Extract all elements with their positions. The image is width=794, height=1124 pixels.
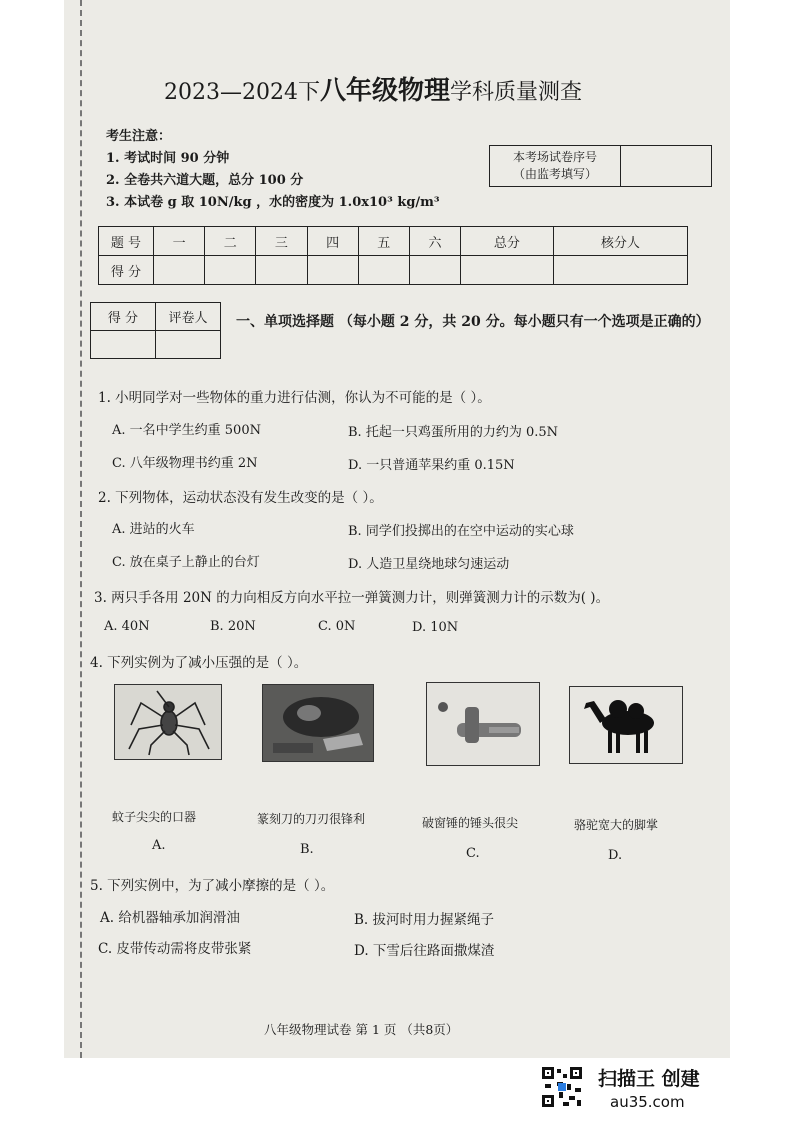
option[interactable]: A. 进站的火车 [112,522,195,537]
table-cell: 二 [205,227,256,256]
section-heading: 一、单项选择题 （每小题 2 分，共 20 分。每小题只有一个选项是正确的） [236,314,710,330]
camel-image [569,686,683,764]
option[interactable]: D. [608,848,623,863]
option[interactable]: A. [152,838,166,853]
window-hammer-image [426,682,540,766]
serial-sublabel: （由监考填写） [512,167,597,181]
question-stem: 5. 下列实例中，为了减小摩擦的是（ ）。 [90,878,335,894]
table-cell: 四 [307,227,358,256]
score-table-row [99,256,688,285]
carving-knife-image [262,684,374,762]
page-footer: 八年级物理试卷 第 1 页 （共8页） [264,1022,459,1037]
grader-score-label: 得 分 [91,303,156,331]
table-cell: 核分人 [553,227,687,256]
notice-item: 1. 考试时间 90 分钟 [106,151,230,166]
qr-code-icon [541,1066,583,1108]
table-cell: 一 [154,227,205,256]
option[interactable]: C. 0N [318,619,356,634]
question-stem: 2. 下列物体，运动状态没有发生改变的是（ ）。 [98,490,383,506]
serial-entry[interactable] [621,146,711,186]
question-stem: 1. 小明同学对一些物体的重力进行估测，你认为不可能的是（ ）。 [98,390,491,406]
score-cell[interactable] [205,256,256,285]
grader-score-cell[interactable] [91,331,156,359]
title-subject: 八年级物理 [319,76,450,106]
question-stem: 3. 两只手各用 20N 的力向相反方向水平拉一弹簧测力计，则弹簧测力计的示数为( )。 [94,590,610,606]
scanner-brand: 扫描王 创建 [598,1068,700,1090]
option[interactable]: C. 皮带传动需将皮带张紧 [98,941,252,957]
score-cell[interactable] [307,256,358,285]
score-cell[interactable] [154,256,205,285]
option[interactable]: B. 托起一只鸡蛋所用的力约为 0.5N [348,425,558,440]
table-cell: 总分 [461,227,554,256]
image-caption: 骆驼宽大的脚掌 [574,818,659,832]
option[interactable]: C. [466,846,480,861]
option[interactable]: D. 10N [412,620,459,635]
serial-number-box [489,145,712,187]
score-cell[interactable] [461,256,554,285]
option[interactable]: B. [300,842,314,857]
score-table [98,226,688,285]
option[interactable]: D. 人造卫星绕地球匀速运动 [348,557,510,572]
option[interactable]: B. 20N [210,619,256,634]
option[interactable]: A. 给机器轴承加润滑油 [100,910,240,926]
image-caption: 蚊子尖尖的口器 [112,810,197,824]
score-cell[interactable] [553,256,687,285]
option[interactable]: D. 下雪后往路面撒煤渣 [354,943,495,959]
table-cell: 六 [409,227,460,256]
notice-heading: 考生注意： [106,129,172,144]
image-caption: 篆刻刀的刀刃很锋利 [257,812,366,826]
option[interactable]: C. 八年级物理书约重 2N [112,456,258,471]
grader-name-label: 评卷人 [156,303,221,331]
serial-label: 本考场试卷序号 [512,150,597,164]
grader-name-cell[interactable] [156,331,221,359]
score-table-header [99,227,688,256]
table-cell: 得 分 [99,256,154,285]
scanner-url: au35.com [610,1093,685,1111]
score-cell[interactable] [256,256,307,285]
exam-title [164,70,582,107]
score-cell[interactable] [358,256,409,285]
title-year: 2023—2024下 [164,80,320,105]
image-caption: 破窗锤的锤头很尖 [422,816,519,830]
option[interactable]: A. 40N [104,619,150,634]
notice-item: 3. 本试卷 g 取 10N/kg ，水的密度为 1.0x10³ kg/m³ [106,195,440,210]
option[interactable]: C. 放在桌子上静止的台灯 [112,555,260,570]
table-cell: 五 [358,227,409,256]
option[interactable]: D. 一只普通苹果约重 0.15N [348,458,515,473]
option[interactable]: B. 同学们投掷出的在空中运动的实心球 [348,524,574,539]
option[interactable]: B. 拔河时用力握紧绳子 [354,912,495,928]
option[interactable]: A. 一名中学生约重 500N [112,423,261,438]
candidate-notice [106,126,440,214]
binding-margin [64,0,82,1058]
title-suffix: 学科质量测查 [450,80,583,105]
mosquito-image [114,684,222,760]
table-cell: 三 [256,227,307,256]
table-cell: 题 号 [99,227,154,256]
question-stem: 4. 下列实例为了减小压强的是（ ）。 [90,655,308,671]
exam-paper [64,0,730,1058]
grader-box [90,302,221,359]
score-cell[interactable] [409,256,460,285]
notice-item: 2. 全卷共六道大题，总分 100 分 [106,173,304,188]
